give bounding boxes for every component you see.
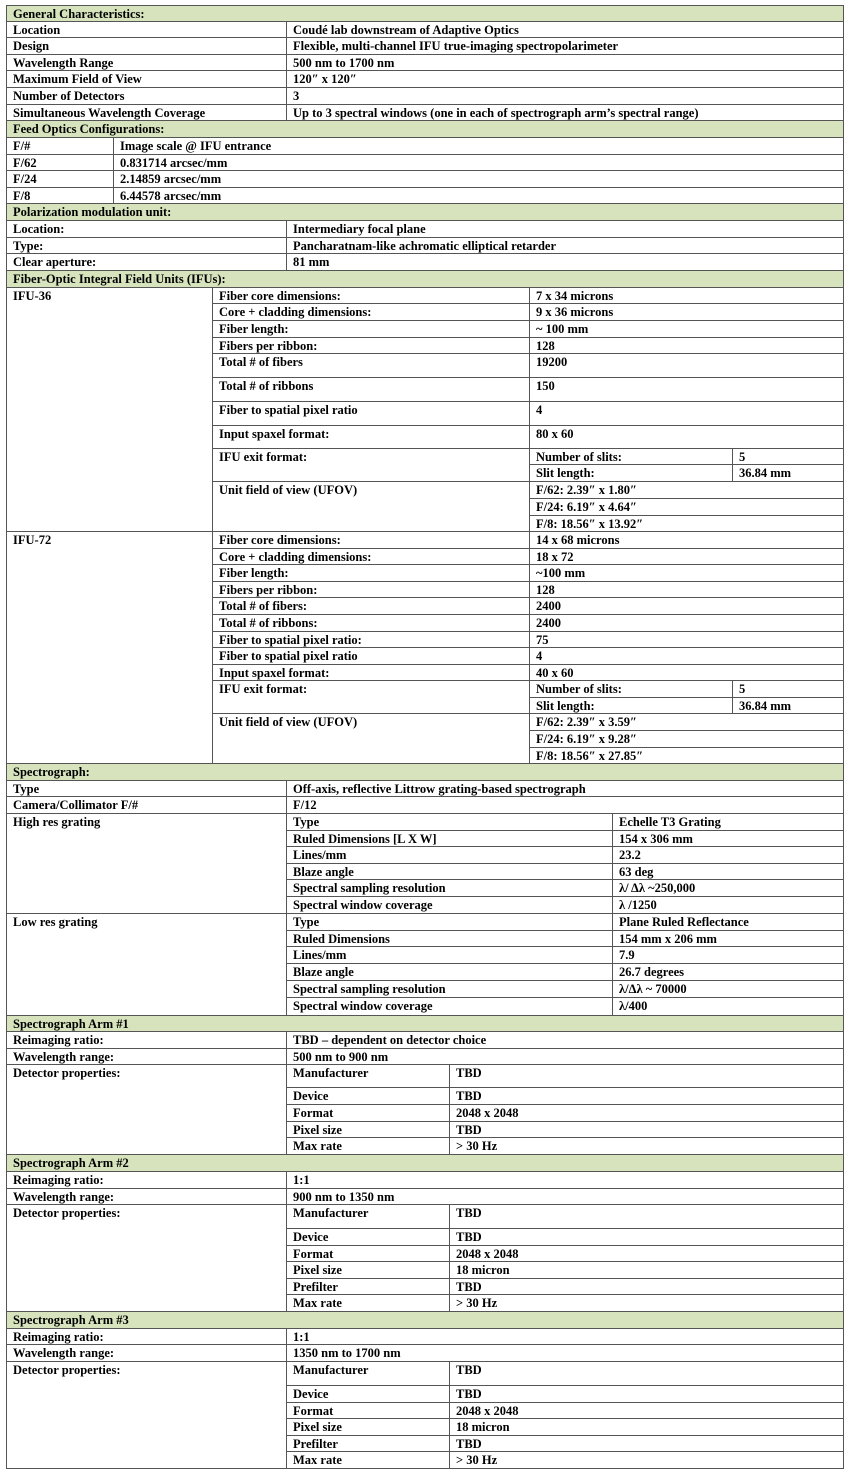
row-label: Fiber length: <box>212 320 530 338</box>
row-label: Type <box>6 780 287 797</box>
detector-label: Detector properties: <box>6 1064 287 1155</box>
row-value: 7 x 34 microns <box>529 287 844 304</box>
row-value: Flexible, multi-channel IFU true-imaging spectropolarimeter <box>286 37 844 55</box>
row-label: Device <box>286 1087 450 1105</box>
row-label: Type: <box>6 237 287 254</box>
row-label: Type <box>286 913 613 931</box>
row-value: 75 <box>529 631 844 648</box>
row-value: 150 <box>529 377 844 402</box>
row-label: Total # of fibers <box>212 353 530 378</box>
row-label: Spectral window coverage <box>286 997 613 1016</box>
row-value: Pancharatnam-like achromatic elliptical retarder <box>286 237 844 254</box>
row-value: 500 nm to 1700 nm <box>286 54 844 71</box>
row-value: 2.14859 arcsec/mm <box>113 170 844 188</box>
row-value: Image scale @ IFU entrance <box>113 137 844 155</box>
ifu-name: IFU-72 <box>6 531 213 764</box>
row-label: Manufacturer <box>286 1361 450 1386</box>
row-label: Core + cladding dimensions: <box>212 548 530 565</box>
row-label: Lines/mm <box>286 846 613 864</box>
row-label: Max rate <box>286 1294 450 1312</box>
row-label: Prefilter <box>286 1435 450 1452</box>
row-value: 120″ x 120″ <box>286 70 844 88</box>
row-value: 63 deg <box>612 863 844 880</box>
row-label: Wavelength range: <box>6 1188 287 1205</box>
row-value: 81 mm <box>286 253 844 271</box>
row-label: Type <box>286 813 613 831</box>
section-header-spectrograph: Spectrograph: <box>6 763 844 781</box>
row-value: 0.831714 arcsec/mm <box>113 154 844 171</box>
row-value: Coudé lab downstream of Adaptive Optics <box>286 21 844 38</box>
detector-label: Detector properties: <box>6 1204 287 1312</box>
row-value: F/12 <box>286 796 844 814</box>
row-value: 2400 <box>529 614 844 632</box>
row-label: Number of Detectors <box>6 87 287 105</box>
row-label: Number of slits: <box>529 680 733 698</box>
row-value: 80 x 60 <box>529 425 844 449</box>
row-label: Input spaxel format: <box>212 664 530 681</box>
row-value: λ /1250 <box>612 896 844 914</box>
row-value: > 30 Hz <box>449 1294 844 1312</box>
row-value: TBD <box>449 1435 844 1452</box>
section-header-arm3: Spectrograph Arm #3 <box>6 1311 844 1329</box>
row-label: Total # of ribbons: <box>212 614 530 632</box>
row-label: Core + cladding dimensions: <box>212 303 530 321</box>
row-value: > 30 Hz <box>449 1451 844 1469</box>
row-label: Max rate <box>286 1451 450 1469</box>
row-value: F/62: 2.39″ x 1.80″ <box>529 481 844 499</box>
row-label: Total # of fibers: <box>212 597 530 615</box>
row-value: 40 x 60 <box>529 664 844 681</box>
section-header-feed-optics: Feed Optics Configurations: <box>6 120 844 138</box>
row-value: 9 x 36 microns <box>529 303 844 321</box>
row-label: Spectral window coverage <box>286 896 613 914</box>
row-label: Slit length: <box>529 464 733 482</box>
row-label: Max rate <box>286 1137 450 1155</box>
row-label: Fiber to spatial pixel ratio: <box>212 631 530 648</box>
row-value: Off-axis, reflective Littrow grating-based spectrograph <box>286 780 844 797</box>
row-value: F/24: 6.19″ x 4.64″ <box>529 498 844 516</box>
row-label: Number of slits: <box>529 448 733 465</box>
row-label: Fiber core dimensions: <box>212 287 530 304</box>
row-label: Design <box>6 37 287 55</box>
row-value: 2048 x 2048 <box>449 1402 844 1419</box>
row-value: ~100 mm <box>529 564 844 582</box>
row-value: F/8: 18.56″ x 27.85″ <box>529 747 844 764</box>
row-label: Reimaging ratio: <box>6 1171 287 1189</box>
row-label: Manufacturer <box>286 1064 450 1088</box>
grating-name: Low res grating <box>6 913 287 1016</box>
row-value: 4 <box>529 647 844 665</box>
row-label: IFU exit format: <box>212 448 530 482</box>
row-value: TBD <box>449 1204 844 1229</box>
row-value: 19200 <box>529 353 844 378</box>
section-header-ifus: Fiber-Optic Integral Field Units (IFUs): <box>6 270 844 288</box>
row-value: 18 micron <box>449 1418 844 1436</box>
row-label: Pixel size <box>286 1121 450 1138</box>
row-label: Blaze angle <box>286 863 613 880</box>
row-value: TBD <box>449 1228 844 1246</box>
row-label: Wavelength range: <box>6 1048 287 1065</box>
row-value: 18 x 72 <box>529 548 844 565</box>
grating-name: High res grating <box>6 813 287 914</box>
row-label: Pixel size <box>286 1418 450 1436</box>
row-value: TBD <box>449 1278 844 1295</box>
row-label: Input spaxel format: <box>212 425 530 449</box>
row-label: Reimaging ratio: <box>6 1031 287 1049</box>
row-label: Pixel size <box>286 1261 450 1279</box>
row-label: Maximum Field of View <box>6 70 287 88</box>
row-label: Total # of ribbons <box>212 377 530 402</box>
row-label: Format <box>286 1402 450 1419</box>
row-label: Format <box>286 1104 450 1122</box>
section-header-general: General Characteristics: <box>6 5 844 22</box>
row-value: 7.9 <box>612 946 844 964</box>
row-value: 1:1 <box>286 1328 844 1345</box>
row-label: Wavelength range: <box>6 1344 287 1362</box>
row-value: 1:1 <box>286 1171 844 1189</box>
row-label: Ruled Dimensions <box>286 930 613 947</box>
section-header-arm2: Spectrograph Arm #2 <box>6 1154 844 1172</box>
row-label: Ruled Dimensions [L X W] <box>286 830 613 847</box>
row-value: λ/ Δλ ~250,000 <box>612 879 844 897</box>
section-header-polarization-unit: Polarization modulation unit: <box>6 203 844 221</box>
row-label: Blaze angle <box>286 963 613 981</box>
row-value: 3 <box>286 87 844 105</box>
row-label: Format <box>286 1245 450 1262</box>
row-value: 26.7 degrees <box>612 963 844 981</box>
row-value: 2400 <box>529 597 844 615</box>
row-value: TBD <box>449 1087 844 1105</box>
row-label: Location: <box>6 220 287 238</box>
row-label: F/8 <box>6 187 114 204</box>
row-value: 2048 x 2048 <box>449 1245 844 1262</box>
row-value: 900 nm to 1350 nm <box>286 1188 844 1205</box>
row-label: Camera/Collimator F/# <box>6 796 287 814</box>
row-label: F/62 <box>6 154 114 171</box>
row-label: Fiber to spatial pixel ratio <box>212 401 530 426</box>
row-value: 5 <box>732 680 844 698</box>
row-label: Manufacturer <box>286 1204 450 1229</box>
row-label: Fiber core dimensions: <box>212 531 530 549</box>
row-label: Fibers per ribbon: <box>212 581 530 598</box>
row-label: Lines/mm <box>286 946 613 964</box>
detector-label: Detector properties: <box>6 1361 287 1469</box>
row-label: Device <box>286 1385 450 1403</box>
row-value: 128 <box>529 581 844 598</box>
row-value: 5 <box>732 448 844 465</box>
row-label: Slit length: <box>529 697 733 714</box>
row-value: 154 mm x 206 mm <box>612 930 844 947</box>
row-value: 36.84 mm <box>732 697 844 714</box>
row-label: F/# <box>6 137 114 155</box>
row-value: 14 x 68 microns <box>529 531 844 549</box>
row-label: Unit field of view (UFOV) <box>212 481 530 532</box>
row-value: 128 <box>529 337 844 354</box>
ifu-name: IFU-36 <box>6 287 213 532</box>
row-value: TBD <box>449 1121 844 1138</box>
row-label: Wavelength Range <box>6 54 287 71</box>
row-label: Prefilter <box>286 1278 450 1295</box>
row-label: Spectral sampling resolution <box>286 879 613 897</box>
row-label: Fiber length: <box>212 564 530 582</box>
row-value: Plane Ruled Reflectance <box>612 913 844 931</box>
row-value: 500 nm to 900 nm <box>286 1048 844 1065</box>
row-label: Reimaging ratio: <box>6 1328 287 1345</box>
row-value: 18 micron <box>449 1261 844 1279</box>
row-value: TBD <box>449 1361 844 1386</box>
section-header-arm1: Spectrograph Arm #1 <box>6 1015 844 1032</box>
row-value: 36.84 mm <box>732 464 844 482</box>
row-value: F/8: 18.56″ x 13.92″ <box>529 515 844 532</box>
row-value: 154 x 306 mm <box>612 830 844 847</box>
row-value: 6.44578 arcsec/mm <box>113 187 844 204</box>
row-label: Device <box>286 1228 450 1246</box>
row-label: Fibers per ribbon: <box>212 337 530 354</box>
row-label: Fiber to spatial pixel ratio <box>212 647 530 665</box>
row-value: Up to 3 spectral windows (one in each of spectrograph arm’s spectral range) <box>286 104 844 121</box>
row-label: IFU exit format: <box>212 680 530 714</box>
row-label: Location <box>6 21 287 38</box>
row-value: F/62: 2.39″ x 3.59″ <box>529 713 844 731</box>
row-value: λ/Δλ ~ 70000 <box>612 980 844 998</box>
row-label: Simultaneous Wavelength Coverage <box>6 104 287 121</box>
row-value: Echelle T3 Grating <box>612 813 844 831</box>
row-label: Clear aperture: <box>6 253 287 271</box>
row-value: 2048 x 2048 <box>449 1104 844 1122</box>
row-value: 1350 nm to 1700 nm <box>286 1344 844 1362</box>
row-value: TBD <box>449 1064 844 1088</box>
row-value: Intermediary focal plane <box>286 220 844 238</box>
row-value: > 30 Hz <box>449 1137 844 1155</box>
row-label: Unit field of view (UFOV) <box>212 713 530 764</box>
row-value: TBD – dependent on detector choice <box>286 1031 844 1049</box>
row-value: F/24: 6.19″ x 9.28″ <box>529 730 844 748</box>
row-label: F/24 <box>6 170 114 188</box>
row-value: TBD <box>449 1385 844 1403</box>
row-value: ~ 100 mm <box>529 320 844 338</box>
row-label: Spectral sampling resolution <box>286 980 613 998</box>
row-value: λ/400 <box>612 997 844 1016</box>
row-value: 23.2 <box>612 846 844 864</box>
row-value: 4 <box>529 401 844 426</box>
